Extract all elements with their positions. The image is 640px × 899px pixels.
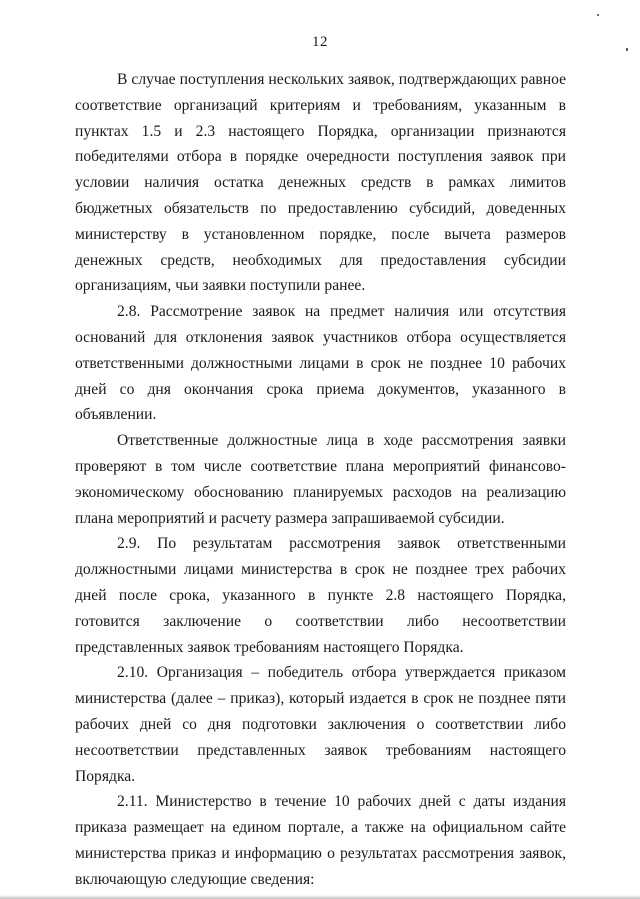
paragraph-2-10: 2.10. Организация – победитель отбора утверждается приказом министерства (далее – приказ), который издается в срок не позднее пяти рабочих дней со дня подготовки заключения о соответствии либо несоответствии представленных заявок требованиям настоящего Порядка. (75, 664, 566, 785)
scan-bottom-edge (0, 895, 640, 899)
paragraph-2-9: 2.9. По результатам рассмотрения заявок ответственными должностными лицами министерства в срок не позднее трех рабочих дней после срока, указанного в пункте 2.8 настоящего Порядка, готовится заключение о соответствии либо несоответствии представленных заявок требованиям настоящего Порядка. (75, 535, 566, 656)
scan-speck (626, 48, 628, 51)
page-number: 12 (312, 34, 328, 50)
document-body (75, 67, 566, 893)
paragraph-equal-compliance: В случае поступления нескольких заявок, подтверждающих равное соответствие организаций критериям и требованиям, указанным в пунктах 1.5 и 2.3 настоящего Порядка, организации признаются победителями отбора в порядке очередности поступления заявок при условии наличия остатка денежных средств в рамках лимитов бюджетных обязательств по предоставлению субсидий, доведенных министерству в установленном порядке, после вычета размеров денежных средств, необходимых для предоставления субсидии организациям, чьи заявки поступили ранее. (75, 71, 566, 295)
scan-speck (597, 14, 599, 16)
paragraph-2-11: 2.11. Министерство в течение 10 рабочих дней с даты издания приказа размещает на едином портале, а также на официальном сайте министерства приказ и информацию о результатах рассмотрения заявок, включающую следующие сведения: (75, 793, 566, 888)
paragraph-responsible-officials: Ответственные должностные лица в ходе рассмотрения заявки проверяют в том числе соответствие плана мероприятий финансово-экономическому обоснованию планируемых расходов на реализацию плана мероприятий и расчету размера запрашиваемой субсидии. (75, 432, 566, 527)
paragraph-2-8: 2.8. Рассмотрение заявок на предмет наличия или отсутствия оснований для отклонения заявок участников отбора осуществляется ответственными должностными лицами в срок не позднее 10 рабочих дней со дня окончания срока приема документов, указанного в объявлении. (75, 303, 566, 424)
